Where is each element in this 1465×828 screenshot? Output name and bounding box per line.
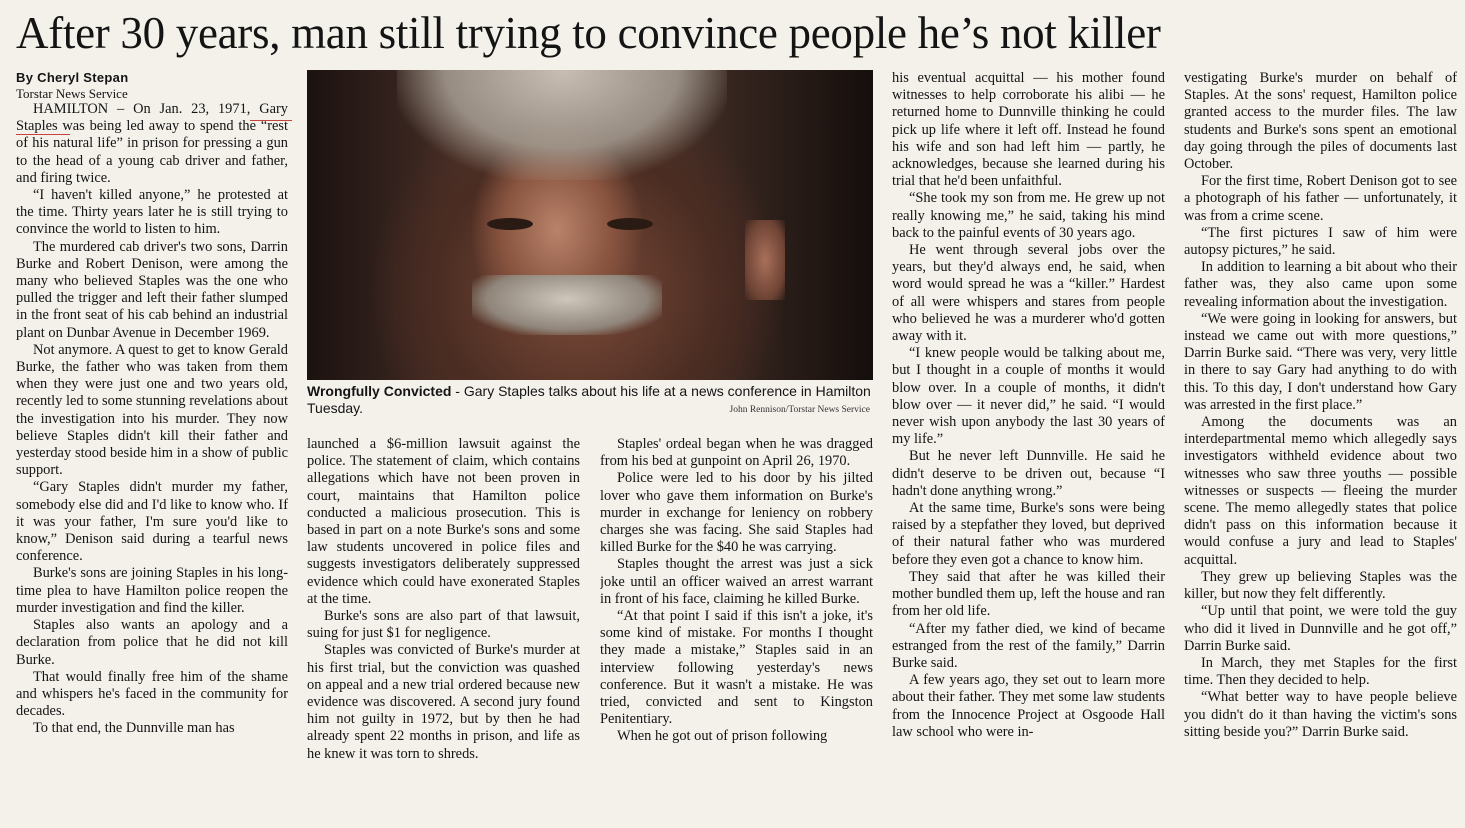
- paragraph: They said that after he was killed their mother bundled them up, left the house and ran from her old life.: [892, 568, 1165, 620]
- paragraph: At the same time, Burke's sons were being raised by a stepfather they loved, but deprived of their natural father who was murdered before they even got a chance to know him.: [892, 500, 1165, 568]
- paragraph: “I knew people would be talking about me, but I thought in a couple of months it would blow over. In a couple of months, it didn't blow over — it never did,” he said. “I would never wish upon anybody the last 30 years of my life.”: [892, 345, 1165, 448]
- paragraph: Staples was convicted of Burke's murder at his first trial, but the conviction was quashed on appeal and a new trial ordered because new evidence was discovered. A second jury found him not guilty in 1972, but by then he had already spent 22 months in prison, and life as he knew it was torn to shreds.: [307, 642, 580, 762]
- paragraph: “The first pictures I saw of him were autopsy pictures,” he said.: [1184, 224, 1457, 259]
- paragraph: “Up until that point, we were told the guy who did it lived in Dunnville and he got off,” Darrin Burke said.: [1184, 603, 1457, 654]
- paragraph: In addition to learning a bit about who their father was, they also came upon some revealing information about the investigation.: [1184, 259, 1457, 310]
- article-column-3: [600, 436, 873, 810]
- paragraph: “After my father died, we kind of became estranged from the rest of the family,” Darrin Burke said.: [892, 620, 1165, 671]
- paragraph: The murdered cab driver's two sons, Darrin Burke and Robert Denison, were among the many who believed Staples was the one who pulled the trigger and left their father slumped in the front seat of his cab behind an industrial plant on Dunbar Avenue in December 1969.: [16, 238, 288, 341]
- paragraph: That would finally free him of the shame and whispers he's faced in the community for decades.: [16, 668, 288, 720]
- paragraph: “We were going in looking for answers, but instead we came out with more questions,” Darrin Burke said. “There was very, very little in there to say Gary had anything to do with this. To this day, I don't understand how Gary was arrested in the first place.”: [1184, 310, 1457, 413]
- paragraph: “At that point I said if this isn't a joke, it's some kind of mistake. For months I thought they made a mistake,” Staples said in an interview following yesterday's news conference. But it wasn't a mistake. He was tried, convicted and sent to Kingston Penitentiary.: [600, 608, 873, 728]
- article-column-2: [307, 436, 580, 810]
- paragraph: Police were led to his door by his jilted lover who gave them information on Burke's murder in exchange for leniency on robbery charges she was facing. She said Staples had killed Burke for the $40 he was carrying.: [600, 470, 873, 556]
- paragraph: Among the documents was an interdepartmental memo which allegedly says investigators withheld evidence about two witnesses who saw three youths — possible witnesses or suspects — fleeing the murder scene. The memo allegedly states that police didn't pass on this information because it would confuse a jury and lead to Staples' acquittal.: [1184, 414, 1457, 568]
- article-column-5: [1184, 70, 1457, 810]
- paragraph: Staples' ordeal began when he was dragged from his bed at gunpoint on April 26, 1970.: [600, 436, 873, 470]
- caption-lead: Wrongfully Convicted: [307, 383, 452, 399]
- paragraph: Staples also wants an apology and a declaration from police that he did not kill Burke.: [16, 617, 288, 668]
- paragraph: “Gary Staples didn't murder my father, somebody else did and I'd like to know who. If it was your father, I'm sure you'd like to know,” Denison said during a tearful news conference.: [16, 479, 288, 565]
- article-column-1: [16, 70, 288, 810]
- pen-underline: [250, 120, 292, 121]
- article-column-4: [892, 70, 1165, 810]
- paragraph: He went through several jobs over the years, but they'd always end, he said, when word would spread he was a “killer.” Hardest of all were whispers and stares from people who believed he was a murderer who'd gotten away with it.: [892, 242, 1165, 345]
- paragraph: launched a $6-million lawsuit against the police. The statement of claim, which contains allegations which have not been proven in court, maintains that Hamilton police conducted a malicious prosecution. This is based in part on a note Burke's sons and some law students uncovered in police files and suggests investigators deliberately suppressed evidence which could have exonerated Staples at the time.: [307, 436, 580, 607]
- photo-credit: John Rennison/Torstar News Service: [729, 405, 870, 415]
- paragraph: But he never left Dunnville. He said he didn't deserve to be driven out, because “I hadn't done anything wrong.”: [892, 448, 1165, 499]
- paragraph: HAMILTON – On Jan. 23, 1971, Gary Staples was being led away to spend the “rest of his natural life” in prison for pressing a gun to the head of a young cab driver and father, and firing twice.: [16, 101, 288, 186]
- paragraph: Burke's sons are also part of that lawsuit, suing for just $1 for negligence.: [307, 608, 580, 642]
- paragraph: To that end, the Dunnville man has: [33, 720, 235, 737]
- paragraph: Burke's sons are joining Staples in his long-time plea to have Hamilton police reopen the murder investigation and find the killer.: [16, 565, 288, 616]
- pen-underline: [16, 134, 70, 135]
- paragraph: “What better way to have people believe you didn't do it than having the victim's sons sitting beside you?” Darrin Burke said.: [1184, 689, 1457, 740]
- caption-text: - Gary Staples talks about his life at a news conference in Hamilton Tuesday.: [307, 383, 871, 416]
- paragraph: “I haven't killed anyone,” he protested at the time. Thirty years later he is still trying to convince the world to listen to him.: [16, 187, 288, 238]
- paragraph: vestigating Burke's murder on behalf of Staples. At the sons' request, Hamilton police granted access to the murder files. The law students and Burke's sons spent an emotional day going through the piles of documents last October.: [1184, 70, 1457, 173]
- paragraph: Staples thought the arrest was just a sick joke until an officer waived an arrest warrant in front of his face, claiming he killed Burke.: [600, 556, 873, 607]
- paragraph: “She took my son from me. He grew up not really knowing me,” he said, taking his mind back to the painful events of 30 years ago.: [892, 190, 1165, 241]
- photo-gary-staples: [307, 70, 873, 380]
- news-service: Torstar News Service: [16, 86, 128, 101]
- paragraph: They grew up believing Staples was the killer, but now they felt differently.: [1184, 568, 1457, 603]
- headline: After 30 years, man still trying to convince people he’s not killer: [16, 8, 1161, 58]
- paragraph: Not anymore. A quest to get to know Gerald Burke, the father who was taken from them when they were just one and two years old, recently led to some stunning revelations about the investigation into his murder. They now believe Staples didn't kill their father and yesterday stood beside him in a show of public support.: [16, 341, 288, 479]
- byline: By Cheryl Stepan: [16, 70, 129, 85]
- paragraph: In March, they met Staples for the first time. Then they decided to help.: [1184, 654, 1457, 689]
- paragraph: For the first time, Robert Denison got to see a photograph of his father — unfortunately, it was from a crime scene.: [1184, 173, 1457, 224]
- paragraph: his eventual acquittal — his mother found witnesses to help corroborate his alibi — he returned home to Dunnville thinking he could pick up life where it left off. Instead he found his wife and son had left him — partly, he acknowledges, because she learned during his trial that he'd been unfaithful.: [892, 70, 1165, 190]
- paragraph: When he got out of prison following: [617, 728, 828, 745]
- paragraph: A few years ago, they set out to learn more about their father. They met some law students from the Innocence Project at Osgoode Hall law school who were in-: [892, 672, 1165, 740]
